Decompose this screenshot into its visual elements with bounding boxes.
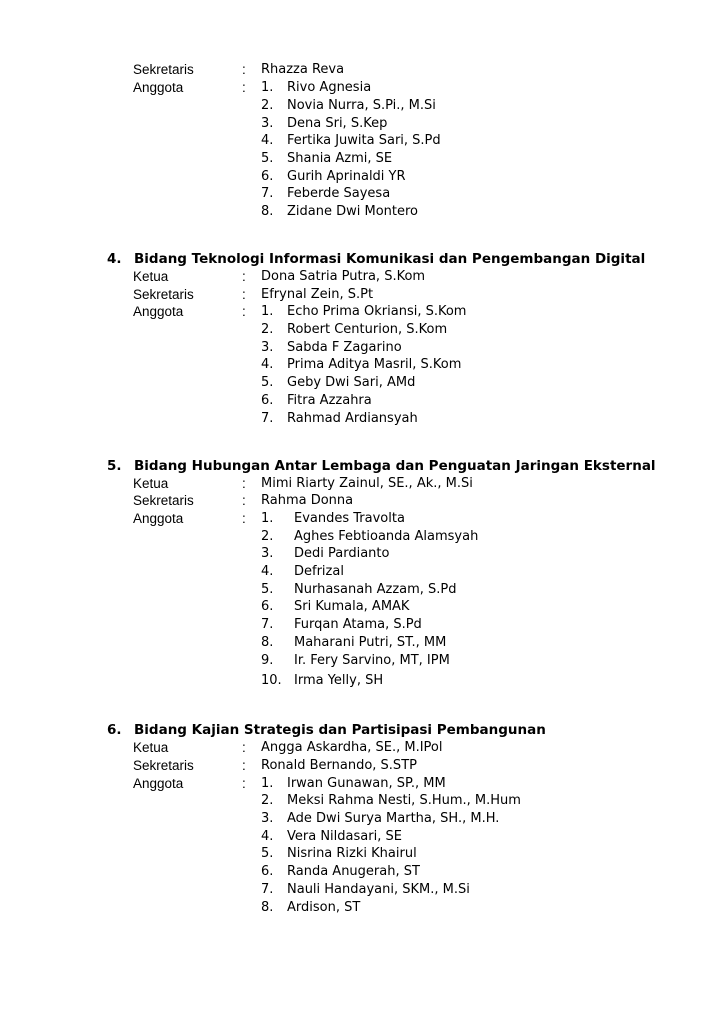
- anggota-label: Anggota: [133, 776, 184, 791]
- anggota-label: Anggota: [133, 511, 184, 526]
- list-item: 3. Dena Sri, S.Kep: [261, 116, 388, 131]
- colon: :: [242, 776, 246, 791]
- list-item: 4. Vera Nildasari, SE: [261, 829, 402, 844]
- list-item: 2. Aghes Febtioanda Alamsyah: [261, 529, 479, 544]
- list-item: 9. Ir. Fery Sarvino, MT, IPM: [261, 653, 450, 668]
- colon: :: [242, 269, 246, 284]
- ketua-name: Dona Satria Putra, S.Kom: [261, 269, 426, 284]
- ketua-name: Angga Askardha, SE., M.IPol: [261, 740, 443, 755]
- list-item: 2. Robert Centurion, S.Kom: [261, 322, 448, 337]
- list-item: 5. Geby Dwi Sari, AMd: [261, 375, 416, 390]
- list-item: 4. Fertika Juwita Sari, S.Pd: [261, 133, 441, 148]
- sekretaris-label: Sekretaris: [133, 287, 194, 302]
- anggota-label: Anggota: [133, 80, 184, 95]
- colon: :: [242, 493, 246, 508]
- colon: :: [242, 476, 246, 491]
- colon: :: [242, 287, 246, 302]
- list-item: 1. Irwan Gunawan, SP., MM: [261, 776, 446, 791]
- sekretaris-label: Sekretaris: [133, 758, 194, 773]
- sekretaris-label: Sekretaris: [133, 493, 194, 508]
- ketua-name: Mimi Riarty Zainul, SE., Ak., M.Si: [261, 476, 473, 491]
- section-6-heading: 6. Bidang Kajian Strategis dan Partisipasi Pembangunan: [107, 722, 546, 738]
- sekretaris-name: Ronald Bernando, S.STP: [261, 758, 417, 773]
- list-item: 3. Sabda F Zagarino: [261, 340, 402, 355]
- list-item: 7. Rahmad Ardiansyah: [261, 411, 418, 426]
- ketua-label: Ketua: [133, 269, 169, 284]
- section-5-heading: 5. Bidang Hubungan Antar Lembaga dan Penguatan Jaringan Eksternal: [107, 458, 656, 474]
- colon: :: [242, 62, 246, 77]
- list-item: 2. Meksi Rahma Nesti, S.Hum., M.Hum: [261, 793, 521, 808]
- list-item: 6. Sri Kumala, AMAK: [261, 599, 410, 614]
- sekretaris-label: Sekretaris: [133, 62, 194, 77]
- sekretaris-name: Efrynal Zein, S.Pt: [261, 287, 374, 302]
- list-item: 6. Randa Anugerah, ST: [261, 864, 420, 879]
- colon: :: [242, 740, 246, 755]
- list-item: 3. Dedi Pardianto: [261, 546, 390, 561]
- list-item: 7. Feberde Sayesa: [261, 186, 391, 201]
- list-item: 5. Nisrina Rizki Khairul: [261, 846, 417, 861]
- colon: :: [242, 758, 246, 773]
- sekretaris-name: Rahma Donna: [261, 493, 354, 508]
- ketua-label: Ketua: [133, 476, 169, 491]
- list-item: 1. Evandes Travolta: [261, 511, 405, 526]
- sekretaris-name: Rhazza Reva: [261, 62, 345, 77]
- list-item: 7. Furqan Atama, S.Pd: [261, 617, 422, 632]
- list-item: 7. Nauli Handayani, SKM., M.Si: [261, 882, 470, 897]
- list-item: 4. Defrizal: [261, 564, 344, 579]
- list-item: 4. Prima Aditya Masril, S.Kom: [261, 357, 462, 372]
- anggota-label: Anggota: [133, 304, 184, 319]
- list-item: 6. Fitra Azzahra: [261, 393, 372, 408]
- list-item: 3. Ade Dwi Surya Martha, SH., M.H.: [261, 811, 500, 826]
- section-4-heading: 4. Bidang Teknologi Informasi Komunikasi dan Pengembangan Digital: [107, 251, 646, 267]
- list-item: 1. Echo Prima Okriansi, S.Kom: [261, 304, 467, 319]
- colon: :: [242, 80, 246, 95]
- list-item: 1. Rivo Agnesia: [261, 80, 372, 95]
- ketua-label: Ketua: [133, 740, 169, 755]
- list-item: 2. Novia Nurra, S.Pi., M.Si: [261, 98, 436, 113]
- list-item: 8. Ardison, ST: [261, 900, 361, 915]
- list-item: 8. Maharani Putri, ST., MM: [261, 635, 447, 650]
- colon: :: [242, 304, 246, 319]
- list-item: 5. Nurhasanah Azzam, S.Pd: [261, 582, 457, 597]
- list-item: 5. Shania Azmi, SE: [261, 151, 393, 166]
- list-item: 10. Irma Yelly, SH: [261, 673, 384, 688]
- colon: :: [242, 511, 246, 526]
- list-item: 6. Gurih Aprinaldi YR: [261, 169, 406, 184]
- list-item: 8. Zidane Dwi Montero: [261, 204, 419, 219]
